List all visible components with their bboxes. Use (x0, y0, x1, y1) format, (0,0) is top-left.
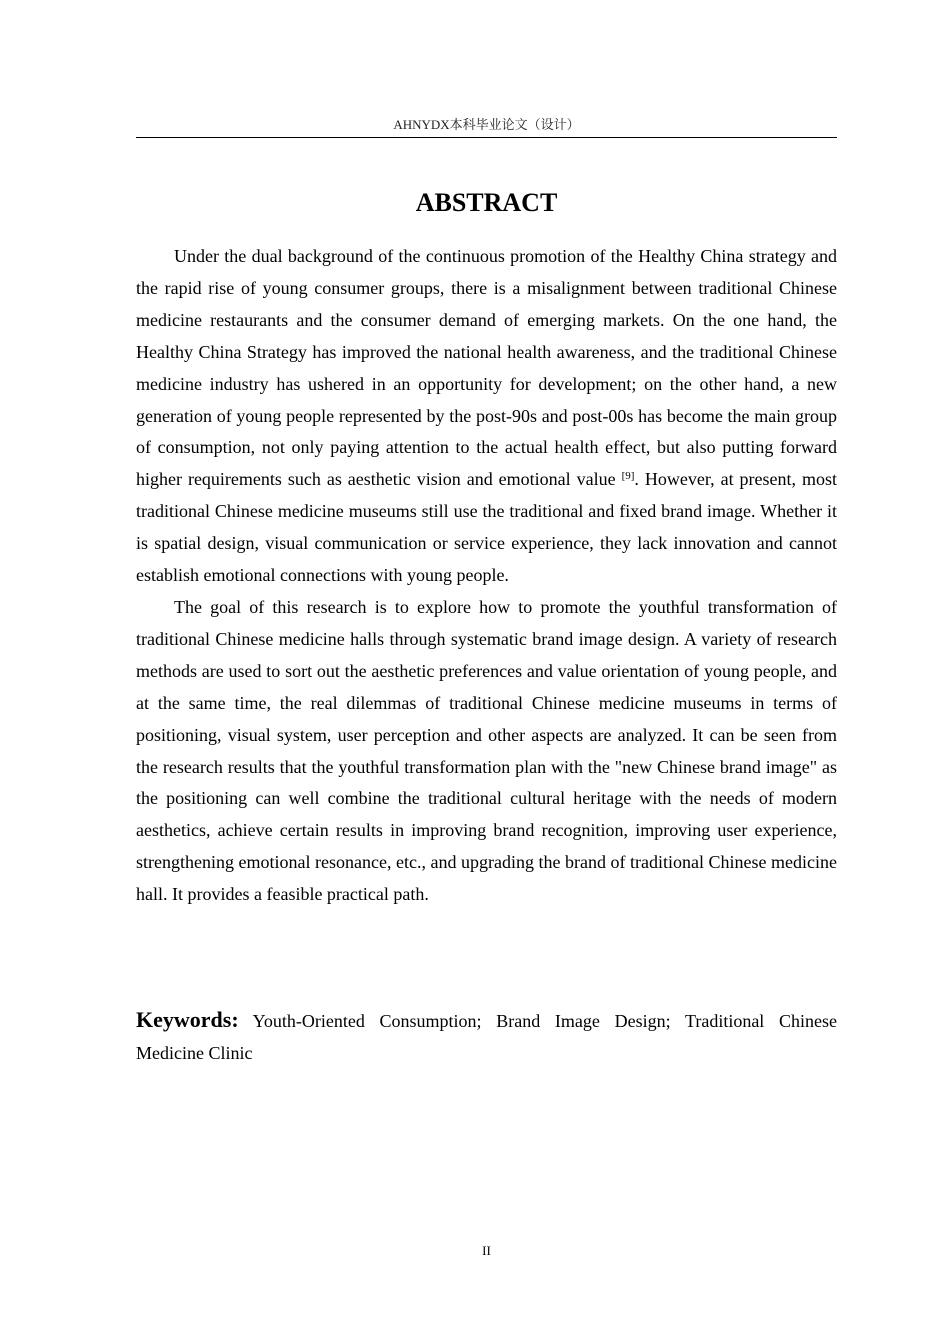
paragraph-1-text-b: . However, at present, most traditional Chinese medicine museums still use the traditional and fixed brand image. Whether it is spatial design, visual communication or service experience, they lack innovation and cannot establish emotional connections with young people. (136, 469, 838, 586)
abstract-paragraph-2: The goal of this research is to explore how to promote the youthful transformation of traditional Chinese medicine halls through systematic brand image design. A variety of research methods are used to sort out the aesthetic preferences and value orientation of young people, and at the same time, the real dilemmas of traditional Chinese medicine museums in terms of positioning, visual system, user perception and other aspects are analyzed. It can be seen from the research results that the youthful transformation plan with the "new Chinese brand image" as the positioning can well combine the traditional cultural heritage with the needs of modern aesthetics, achieve certain results in improving brand recognition, improving user experience, strengthening emotional resonance, etc., and upgrading the brand of traditional Chinese medicine hall. It provides a feasible practical path. (136, 596, 837, 905)
running-header: AHNYDX本科毕业论文（设计） (393, 117, 580, 132)
citation-reference[interactable]: [9] (621, 470, 635, 483)
keywords-label: Keywords: (136, 1007, 239, 1032)
abstract-body (136, 241, 837, 911)
keywords-line (136, 1004, 837, 1069)
abstract-paragraph-1 (136, 241, 837, 592)
page-number: II (482, 1243, 491, 1258)
page-title: ABSTRACT (415, 188, 558, 217)
paragraph-1-text-a: Under the dual background of the continuous promotion of the Healthy China strategy and the rapid rise of young consumer groups, there is a misalignment between traditional Chinese medicine restaurants and the consumer demand of emerging markets. On the one hand, the Healthy China Strategy has improved the national health awareness, and the traditional Chinese medicine industry has ushered in an opportunity for development; on the other hand, a new generation of young people represented by the post-90s and post-00s has become the main group of consumption, not only paying attention to the actual health effect, but also putting forward higher requirements such as aesthetic vision and emotional value (136, 246, 837, 490)
header-divider (136, 137, 837, 138)
keywords-text: Youth-Oriented Consumption; Brand Image Design; Traditional Chinese Medicine Clinic (136, 1011, 837, 1063)
